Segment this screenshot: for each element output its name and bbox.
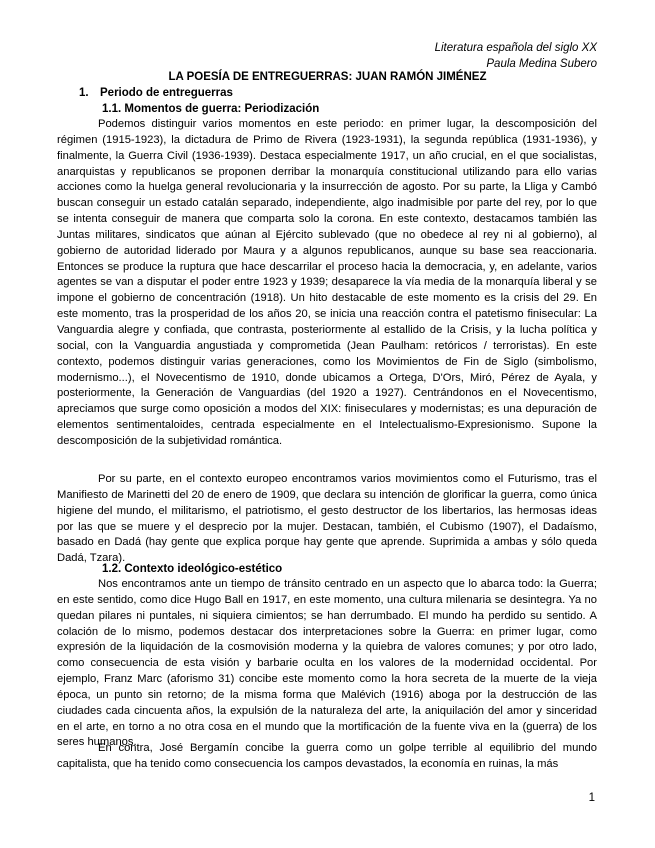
section-heading <box>79 85 233 101</box>
header-course: Literatura española del siglo XX <box>434 42 597 54</box>
subsection-heading-ideological: 1.2. Contexto ideológico-estético <box>102 563 283 575</box>
paragraph-european-context: Por su parte, en el contexto europeo encontramos varios movimientos como el Futurismo, tras el Manifiesto de Marinetti del 20 de enero de 1909, que declara su intención de glorificar la guerra, como única higiene del mundo, el militarismo, el patriotismo, el gesto destructor de los libertarios, las hermosas ideas por las que se muere y el desprecio por la mujer. Destacan, también, el Cubismo (1907), el Dadaísmo, basado en Dadá (hay gente que explica porque hay gente que aprende. Suprimida a ambas y sólo queda Dadá, Tzara). <box>57 473 597 565</box>
paragraph-ideological-context: Nos encontramos ante un tiempo de tránsito centrado en un aspecto que lo abarca todo: la Guerra; en este sentido, como dice Hugo Ball en 1917, en este momento, una cultura milenaria se desintegra. Ya no quedan pilares ni puntales, ni siquiera cimientos; se han derrumbado. El mundo ha perdido su sentido. A colación de lo mismo, podemos destacar dos interpretaciones sobre la Guerra: en primer lugar, como expresión de la liquidación de la cosmovisión moderna y la quiebra de valores comunes; y por otro lado, como consecuencia de esta visión y barbarie oculta en los valores de la modernidad occidental. Por ejemplo, Franz Marc (aforismo 31) concibe este momento como la hora secreta de la muerte de la vieja época, un punto sin retorno; de la misma forma que Malévich (1916) aboga por la destrucción de las ciudades cada cincuenta años, la expulsión de la naturaleza del arte, la aniquilación del amor y sinceridad en el arte, en torno a no otra cosa en el mundo que la mortificación de la fuente viva en la (guerra) de los seres humanos. <box>57 578 597 749</box>
section-number: 1. <box>79 87 89 99</box>
paragraph-bergamin: En contra, José Bergamín concibe la guerra como un golpe terrible al equilibrio del mundo capitalista, que ha tenido como consecuencia los campos devastados, la economía en ruinas, la más <box>57 742 597 770</box>
paragraph-periodization: Podemos distinguir varios momentos en este periodo: en primer lugar, la descomposición del régimen (1915-1923), la dictadura de Primo de Rivera (1923-1931), la segunda república (1931-1936), y finalmente, la Guerra Civil (1936-1939). Destaca especialmente 1917, un año crucial, en el que socialistas, anarquistas y republicanos se proponen derribar la monarquía constitucional utilizando para ello varias acciones como la huelga general revolucionaria y la insurrección de agosto. Por su parte, la Lliga y Cambó buscan conseguir un estado catalán separado, independiente, algo inadmisible por parte del rey, por lo que se intenta conseguir de manera que comparta solo la corona. En este contexto, destacamos también las Juntas militares, sindicatos que aúnan al Ejército sublevado (que no obedece al rey ni al gobierno), al gobierno de autoridad liderado por Maura y a algunos republicanos, aunque su base sea reaccionaria. Entonces se produce la ruptura que hace descarrilar el proceso hacia la democracia, y, en adelante, varios agentes se van a disputar el poder entre 1923 y 1939; desaparece la vía media de la monarquía liberal y se impone el gobierno de concentración (1918). Un hito destacable de este momento es la crisis del 29. En este momento, tras la prosperidad de los años 20, se inicia una reacción contra el patetismo finisecular: La Vanguardia alegre y confiada, que contrasta, posteriormente al estallido de la Crisis, y la lucha política y social, con la Vanguardia angustiada y comprometida (Jean Paulham: retóricos / terroristas). En este contexto, podemos distinguir varias generaciones, como los Movimientos de Fin de Siglo (simbolismo, modernismo...), el Novecentismo de 1910, donde ubicamos a Ortega, D'Ors, Miró, Pérez de Ayala, y posteriormente, la Generación de Vanguardias (del 1920 a 1927). Centrándonos en el Novecentismo, apreciamos que surge como oposición a modos del XIX: finiseculares y modernistas; es una depuración de elementos sentimentaloides, centrada especialmente en el Intelectualismo-Expresionismo. Supone la descomposición de la subjetividad romántica. <box>57 118 597 447</box>
header-author: Paula Medina Subero <box>486 58 597 70</box>
running-header <box>435 40 597 72</box>
document-title: LA POESÍA DE ENTREGUERRAS: JUAN RAMÓN JIMÉNEZ <box>168 71 487 83</box>
page-number: 1 <box>588 792 595 804</box>
subsection-heading-periodization: 1.1. Momentos de guerra: Periodización <box>102 103 320 115</box>
section-label: Periodo de entreguerras <box>100 87 233 99</box>
